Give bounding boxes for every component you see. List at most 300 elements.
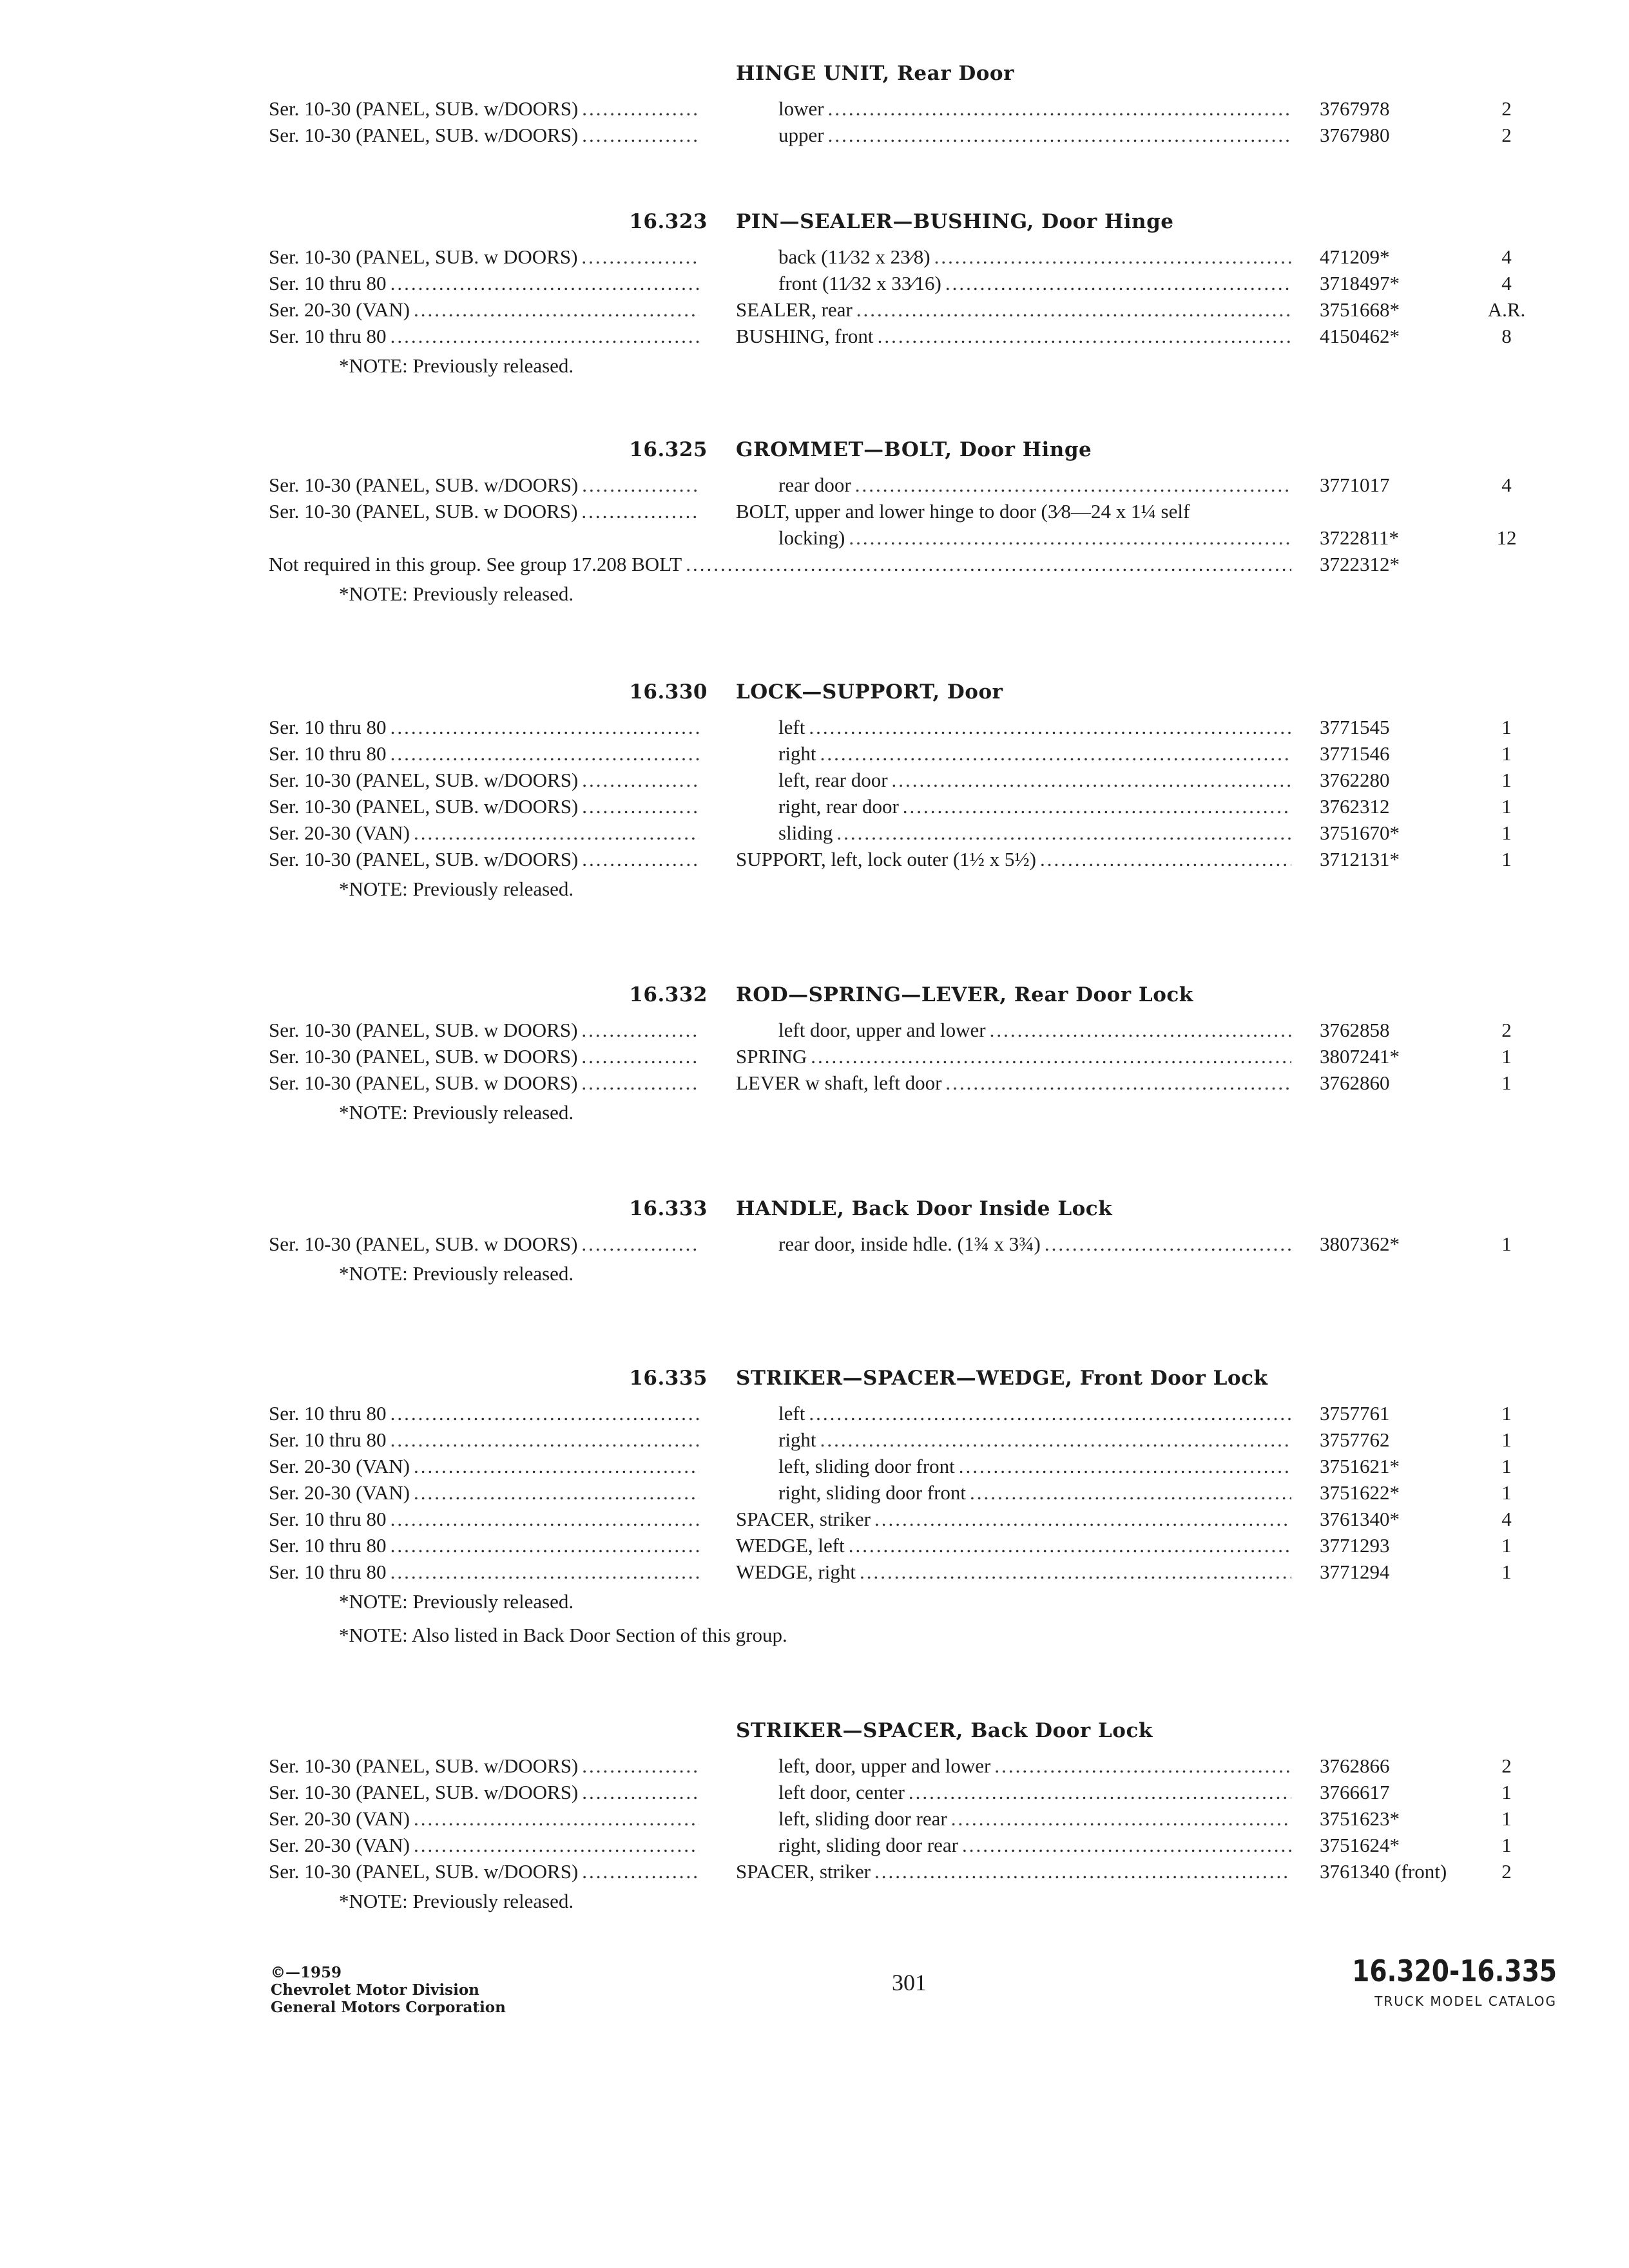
description-cell bbox=[778, 820, 1291, 846]
dot-leader bbox=[828, 95, 1291, 122]
section-number: 16.333 bbox=[629, 1197, 708, 1220]
dot-leader bbox=[582, 1753, 699, 1779]
dot-leader bbox=[903, 793, 1291, 820]
dot-leader bbox=[945, 1070, 1291, 1096]
description-text: right, sliding door rear bbox=[778, 1834, 958, 1856]
part-row bbox=[0, 296, 1629, 323]
section-number: 16.323 bbox=[629, 210, 708, 233]
part-row bbox=[0, 740, 1629, 767]
part-row bbox=[0, 1532, 1629, 1559]
quantity: 1 bbox=[1501, 742, 1512, 765]
description-text: rear door bbox=[778, 474, 851, 496]
description-cell bbox=[778, 1453, 1291, 1479]
series-cell bbox=[269, 1017, 699, 1043]
dot-leader bbox=[962, 1832, 1291, 1858]
part-row bbox=[0, 270, 1629, 296]
series-cell bbox=[269, 1559, 699, 1585]
part-number: 3771294 bbox=[1320, 1561, 1390, 1583]
dot-leader bbox=[581, 1017, 699, 1043]
quantity: 1 bbox=[1501, 1781, 1512, 1803]
series-cell bbox=[269, 323, 699, 349]
part-row bbox=[0, 846, 1629, 872]
section-heading bbox=[0, 205, 1629, 244]
description-cell bbox=[736, 323, 1291, 349]
series-cell bbox=[269, 714, 699, 740]
dot-leader bbox=[414, 1453, 699, 1479]
catalog-label: TRUCK MODEL CATALOG bbox=[1374, 1994, 1557, 2009]
series-text: Ser. 10 thru 80 bbox=[269, 1428, 387, 1451]
description-text: left bbox=[778, 716, 805, 738]
quantity: 2 bbox=[1501, 1860, 1512, 1883]
part-number: 3751668* bbox=[1320, 298, 1400, 321]
section-number: 16.330 bbox=[629, 680, 708, 704]
section-number: 16.332 bbox=[629, 983, 708, 1006]
quantity: 1 bbox=[1501, 716, 1512, 738]
series-text: Ser. 10-30 (PANEL, SUB. w/DOORS) bbox=[269, 124, 579, 146]
dot-leader bbox=[582, 472, 699, 498]
section-note: *NOTE: Previously released. bbox=[339, 1890, 574, 1912]
description-text: right, sliding door front bbox=[778, 1481, 967, 1504]
series-cell bbox=[269, 296, 699, 323]
series-cell bbox=[269, 1479, 699, 1506]
part-row bbox=[0, 793, 1629, 820]
quantity: 1 bbox=[1501, 1072, 1512, 1094]
series-text: Ser. 20-30 (VAN) bbox=[269, 1455, 410, 1477]
dot-leader bbox=[849, 524, 1291, 551]
quantity: A.R. bbox=[1487, 298, 1526, 321]
description-text: back (11⁄32 x 23⁄8) bbox=[778, 245, 930, 268]
quantity: 1 bbox=[1501, 1455, 1512, 1477]
dot-leader bbox=[820, 740, 1291, 767]
dot-leader bbox=[959, 1453, 1291, 1479]
series-text: Ser. 10-30 (PANEL, SUB. w/DOORS) bbox=[269, 474, 579, 496]
section-note: *NOTE: Previously released. bbox=[339, 1101, 574, 1124]
dot-leader bbox=[582, 846, 699, 872]
dot-leader bbox=[820, 1427, 1291, 1453]
part-number: 3722811* bbox=[1320, 526, 1399, 549]
series-cell bbox=[269, 767, 699, 793]
description-cell bbox=[736, 1043, 1291, 1070]
part-row bbox=[0, 244, 1629, 270]
series-cell bbox=[269, 1532, 699, 1559]
dot-leader bbox=[994, 1753, 1291, 1779]
description-text: left, sliding door front bbox=[778, 1455, 955, 1477]
dot-leader bbox=[582, 767, 699, 793]
description-text: right, rear door bbox=[778, 795, 899, 818]
dot-leader bbox=[990, 1017, 1291, 1043]
description-text: left door, upper and lower bbox=[778, 1019, 986, 1041]
dot-leader bbox=[809, 714, 1291, 740]
part-row bbox=[0, 1559, 1629, 1585]
series-text: Ser. 10-30 (PANEL, SUB. w DOORS) bbox=[269, 500, 578, 523]
dot-leader bbox=[582, 95, 699, 122]
dot-leader bbox=[856, 296, 1291, 323]
part-number: 3751622* bbox=[1320, 1481, 1400, 1504]
series-text: Ser. 20-30 (VAN) bbox=[269, 1834, 410, 1856]
section-note: *NOTE: Previously released. bbox=[339, 1590, 574, 1613]
dot-leader bbox=[874, 1858, 1291, 1885]
part-row bbox=[0, 1017, 1629, 1043]
series-text: Ser. 20-30 (VAN) bbox=[269, 1481, 410, 1504]
series-text: Ser. 20-30 (VAN) bbox=[269, 822, 410, 844]
dot-leader bbox=[581, 1070, 699, 1096]
part-number: 3761340 (front) bbox=[1320, 1860, 1447, 1883]
description-text: SPACER, striker bbox=[736, 1508, 871, 1530]
section-title: GROMMET—BOLT, Door Hinge bbox=[736, 438, 1092, 461]
part-number: 3718497* bbox=[1320, 272, 1400, 294]
dot-leader bbox=[390, 270, 699, 296]
section-number: 16.325 bbox=[629, 438, 708, 461]
dot-leader bbox=[390, 1427, 699, 1453]
series-cell bbox=[269, 793, 699, 820]
part-number: 3771545 bbox=[1320, 716, 1390, 738]
part-row bbox=[0, 767, 1629, 793]
series-text: Ser. 10-30 (PANEL, SUB. w DOORS) bbox=[269, 1019, 578, 1041]
part-row bbox=[0, 1453, 1629, 1479]
dot-leader bbox=[1045, 1231, 1291, 1257]
series-cell bbox=[269, 1832, 699, 1858]
part-number: 3751624* bbox=[1320, 1834, 1400, 1856]
section-title: LOCK—SUPPORT, Door bbox=[736, 680, 1003, 704]
description-cell bbox=[736, 846, 1291, 872]
series-cell bbox=[269, 551, 1291, 577]
part-row bbox=[0, 472, 1629, 498]
quantity: 1 bbox=[1501, 822, 1512, 844]
section-number: 16.335 bbox=[629, 1367, 708, 1390]
dot-leader bbox=[390, 1559, 699, 1585]
quantity: 4 bbox=[1501, 1508, 1512, 1530]
description-text: WEDGE, left bbox=[736, 1534, 845, 1557]
part-row bbox=[0, 1231, 1629, 1257]
series-text: Ser. 10-30 (PANEL, SUB. w/DOORS) bbox=[269, 97, 579, 120]
part-number: 3762860 bbox=[1320, 1072, 1390, 1094]
quantity: 2 bbox=[1501, 124, 1512, 146]
series-text: Ser. 10-30 (PANEL, SUB. w/DOORS) bbox=[269, 1781, 579, 1803]
parts-section bbox=[0, 675, 1629, 906]
section-note: *NOTE: Previously released. bbox=[339, 354, 574, 377]
quantity: 1 bbox=[1501, 1402, 1512, 1425]
series-cell bbox=[269, 1400, 699, 1427]
description-cell bbox=[736, 1070, 1291, 1096]
description-cell bbox=[778, 472, 1291, 498]
part-row bbox=[0, 1858, 1629, 1885]
description-cell bbox=[778, 270, 1291, 296]
catalog-range: 16.320-16.335 bbox=[1352, 1954, 1557, 1988]
dot-leader bbox=[414, 296, 699, 323]
page-number: 301 bbox=[892, 1970, 927, 1995]
description-text: BOLT, upper and lower hinge to door (3⁄8—24 x 1¼ self bbox=[736, 500, 1190, 523]
part-number: 3771546 bbox=[1320, 742, 1390, 765]
quantity: 1 bbox=[1501, 795, 1512, 818]
part-number: 3766617 bbox=[1320, 1781, 1390, 1803]
description-text: SPRING bbox=[736, 1045, 807, 1068]
section-title: STRIKER—SPACER—WEDGE, Front Door Lock bbox=[736, 1367, 1268, 1390]
series-cell bbox=[269, 1779, 699, 1805]
description-cell bbox=[778, 1753, 1291, 1779]
description-text: lower bbox=[778, 97, 824, 120]
series-text: Ser. 10-30 (PANEL, SUB. w DOORS) bbox=[269, 245, 578, 268]
description-cell bbox=[736, 1532, 1291, 1559]
part-number: 3762858 bbox=[1320, 1019, 1390, 1041]
part-number: 3757762 bbox=[1320, 1428, 1390, 1451]
quantity: 1 bbox=[1501, 1834, 1512, 1856]
dot-leader bbox=[414, 1805, 699, 1832]
series-cell bbox=[269, 1043, 699, 1070]
series-cell bbox=[269, 1070, 699, 1096]
series-text: Ser. 10 thru 80 bbox=[269, 1561, 387, 1583]
series-cell bbox=[269, 740, 699, 767]
parts-section bbox=[0, 1192, 1629, 1291]
dot-leader bbox=[581, 498, 699, 524]
parts-section bbox=[0, 433, 1629, 611]
dot-leader bbox=[581, 244, 699, 270]
description-text: left door, center bbox=[778, 1781, 905, 1803]
part-number: 3807362* bbox=[1320, 1233, 1400, 1255]
description-cell bbox=[736, 296, 1291, 323]
description-cell bbox=[778, 1427, 1291, 1453]
dot-leader bbox=[581, 1043, 699, 1070]
quantity: 4 bbox=[1501, 245, 1512, 268]
part-number: 471209* bbox=[1320, 245, 1390, 268]
dot-leader bbox=[390, 740, 699, 767]
series-text: Ser. 10-30 (PANEL, SUB. w/DOORS) bbox=[269, 848, 579, 870]
dot-leader bbox=[811, 1043, 1291, 1070]
series-cell bbox=[269, 122, 699, 148]
description-text: upper bbox=[778, 124, 824, 146]
series-text: Ser. 20-30 (VAN) bbox=[269, 298, 410, 321]
description-text: sliding bbox=[778, 822, 833, 844]
series-text: Not required in this group. See group 17.208 BOLT bbox=[269, 553, 682, 575]
corporation-name: General Motors Corporation bbox=[271, 1999, 506, 2016]
section-title: STRIKER—SPACER, Back Door Lock bbox=[736, 1719, 1153, 1742]
description-text: left bbox=[778, 1402, 805, 1425]
part-row bbox=[0, 498, 1629, 524]
section-heading bbox=[0, 978, 1629, 1017]
description-cell bbox=[778, 1400, 1291, 1427]
dot-leader bbox=[1040, 846, 1291, 872]
section-heading bbox=[0, 1361, 1629, 1400]
quantity: 2 bbox=[1501, 97, 1512, 120]
part-number: 3761340* bbox=[1320, 1508, 1400, 1530]
series-cell bbox=[269, 1231, 699, 1257]
description-text: right bbox=[778, 742, 816, 765]
series-cell bbox=[269, 846, 699, 872]
quantity: 2 bbox=[1501, 1019, 1512, 1041]
part-number: 3751670* bbox=[1320, 822, 1400, 844]
part-row bbox=[0, 1070, 1629, 1096]
section-heading bbox=[0, 675, 1629, 714]
part-row bbox=[0, 1506, 1629, 1532]
dot-leader bbox=[809, 1400, 1291, 1427]
part-row bbox=[0, 1400, 1629, 1427]
description-text: SPACER, striker bbox=[736, 1860, 871, 1883]
series-text: Ser. 10 thru 80 bbox=[269, 272, 387, 294]
quantity: 1 bbox=[1501, 769, 1512, 791]
section-note: *NOTE: Also listed in Back Door Section of this group. bbox=[339, 1624, 787, 1646]
series-text: Ser. 10 thru 80 bbox=[269, 716, 387, 738]
quantity: 1 bbox=[1501, 1534, 1512, 1557]
description-cell bbox=[778, 524, 1291, 551]
part-row bbox=[0, 1043, 1629, 1070]
series-text: Ser. 10 thru 80 bbox=[269, 1508, 387, 1530]
series-cell bbox=[269, 1506, 699, 1532]
series-cell bbox=[269, 1427, 699, 1453]
part-row bbox=[0, 820, 1629, 846]
series-cell bbox=[269, 244, 699, 270]
part-number: 3807241* bbox=[1320, 1045, 1400, 1068]
section-heading bbox=[0, 1192, 1629, 1231]
part-number: 3722312* bbox=[1320, 553, 1400, 575]
description-text: right bbox=[778, 1428, 816, 1451]
series-text: Ser. 10 thru 80 bbox=[269, 1402, 387, 1425]
description-text: left, door, upper and lower bbox=[778, 1754, 991, 1777]
description-text: left, sliding door rear bbox=[778, 1807, 947, 1830]
dot-leader bbox=[390, 1400, 699, 1427]
description-text: BUSHING, front bbox=[736, 325, 874, 347]
dot-leader bbox=[909, 1779, 1291, 1805]
dot-leader bbox=[390, 1532, 699, 1559]
description-text: SEALER, rear bbox=[736, 298, 853, 321]
series-text: Ser. 10-30 (PANEL, SUB. w/DOORS) bbox=[269, 1754, 579, 1777]
description-text: WEDGE, right bbox=[736, 1561, 856, 1583]
part-row bbox=[0, 95, 1629, 122]
series-cell bbox=[269, 1805, 699, 1832]
part-row bbox=[0, 1779, 1629, 1805]
dot-leader bbox=[849, 1532, 1291, 1559]
series-text: Ser. 10 thru 80 bbox=[269, 1534, 387, 1557]
part-row bbox=[0, 122, 1629, 148]
copyright: ©—1959 bbox=[271, 1964, 342, 1981]
series-cell bbox=[269, 95, 699, 122]
description-cell bbox=[778, 740, 1291, 767]
series-text: Ser. 10-30 (PANEL, SUB. w/DOORS) bbox=[269, 795, 579, 818]
series-text: Ser. 10-30 (PANEL, SUB. w DOORS) bbox=[269, 1072, 578, 1094]
description-cell bbox=[736, 1858, 1291, 1885]
section-title: HANDLE, Back Door Inside Lock bbox=[736, 1197, 1113, 1220]
description-cell bbox=[778, 793, 1291, 820]
part-row bbox=[0, 1753, 1629, 1779]
series-text: Ser. 10 thru 80 bbox=[269, 325, 387, 347]
series-cell bbox=[269, 472, 699, 498]
parts-section bbox=[0, 57, 1629, 148]
part-row bbox=[0, 1479, 1629, 1506]
description-cell bbox=[778, 122, 1291, 148]
description-text: locking) bbox=[778, 526, 845, 549]
dot-leader bbox=[945, 270, 1291, 296]
part-number: 3757761 bbox=[1320, 1402, 1390, 1425]
quantity: 1 bbox=[1501, 1481, 1512, 1504]
dot-leader bbox=[390, 323, 699, 349]
part-number: 3762866 bbox=[1320, 1754, 1390, 1777]
dot-leader bbox=[855, 472, 1291, 498]
dot-leader bbox=[582, 122, 699, 148]
description-text: SUPPORT, left, lock outer (1½ x 5½) bbox=[736, 848, 1036, 870]
part-number: 3762312 bbox=[1320, 795, 1390, 818]
series-text: Ser. 10-30 (PANEL, SUB. w/DOORS) bbox=[269, 1860, 579, 1883]
series-cell bbox=[269, 1858, 699, 1885]
division-name: Chevrolet Motor Division bbox=[271, 1981, 479, 1999]
section-note: *NOTE: Previously released. bbox=[339, 582, 574, 605]
description-cell bbox=[736, 498, 1291, 524]
dot-leader bbox=[414, 820, 699, 846]
series-text: Ser. 10-30 (PANEL, SUB. w DOORS) bbox=[269, 1045, 578, 1068]
section-heading bbox=[0, 1714, 1629, 1753]
description-cell bbox=[778, 714, 1291, 740]
dot-leader bbox=[390, 1506, 699, 1532]
quantity: 12 bbox=[1496, 526, 1517, 549]
parts-section bbox=[0, 1714, 1629, 1918]
dot-leader bbox=[892, 767, 1291, 793]
part-row bbox=[0, 1805, 1629, 1832]
description-text: left, rear door bbox=[778, 769, 888, 791]
quantity: 1 bbox=[1501, 1233, 1512, 1255]
dot-leader bbox=[582, 1779, 699, 1805]
description-text: front (11⁄32 x 33⁄16) bbox=[778, 272, 941, 294]
section-title: PIN—SEALER—BUSHING, Door Hinge bbox=[736, 210, 1174, 233]
part-number: 3712131* bbox=[1320, 848, 1400, 870]
part-row bbox=[0, 1427, 1629, 1453]
dot-leader bbox=[414, 1832, 699, 1858]
series-cell bbox=[269, 820, 699, 846]
dot-leader bbox=[390, 714, 699, 740]
dot-leader bbox=[582, 1858, 699, 1885]
dot-leader bbox=[934, 244, 1291, 270]
dot-leader bbox=[874, 1506, 1291, 1532]
series-cell bbox=[269, 1753, 699, 1779]
section-heading bbox=[0, 433, 1629, 472]
series-text: Ser. 10 thru 80 bbox=[269, 742, 387, 765]
part-number: 3771017 bbox=[1320, 474, 1390, 496]
description-cell bbox=[778, 1479, 1291, 1506]
series-cell bbox=[269, 270, 699, 296]
dot-leader bbox=[414, 1479, 699, 1506]
part-row bbox=[0, 323, 1629, 349]
dot-leader bbox=[836, 820, 1291, 846]
quantity: 2 bbox=[1501, 1754, 1512, 1777]
series-text: Ser. 10-30 (PANEL, SUB. w DOORS) bbox=[269, 1233, 578, 1255]
section-note: *NOTE: Previously released. bbox=[339, 878, 574, 900]
dot-leader bbox=[582, 793, 699, 820]
part-number: 3751623* bbox=[1320, 1807, 1400, 1830]
section-note: *NOTE: Previously released. bbox=[339, 1262, 574, 1285]
description-cell bbox=[778, 95, 1291, 122]
part-number: 3751621* bbox=[1320, 1455, 1400, 1477]
quantity: 1 bbox=[1501, 1561, 1512, 1583]
quantity: 1 bbox=[1501, 1428, 1512, 1451]
description-cell bbox=[778, 1231, 1291, 1257]
dot-leader bbox=[951, 1805, 1291, 1832]
part-row bbox=[0, 524, 1629, 551]
description-text: LEVER w shaft, left door bbox=[736, 1072, 942, 1094]
parts-section bbox=[0, 978, 1629, 1129]
part-number: 3767978 bbox=[1320, 97, 1390, 120]
section-heading bbox=[0, 57, 1629, 95]
quantity: 1 bbox=[1501, 1807, 1512, 1830]
part-row bbox=[0, 714, 1629, 740]
description-cell bbox=[778, 1779, 1291, 1805]
description-cell bbox=[778, 767, 1291, 793]
dot-leader bbox=[828, 122, 1291, 148]
dot-leader bbox=[581, 1231, 699, 1257]
part-row bbox=[0, 551, 1629, 577]
part-number: 4150462* bbox=[1320, 325, 1400, 347]
parts-section bbox=[0, 1361, 1629, 1652]
description-cell bbox=[778, 1017, 1291, 1043]
part-number: 3762280 bbox=[1320, 769, 1390, 791]
quantity: 1 bbox=[1501, 848, 1512, 870]
dot-leader bbox=[878, 323, 1291, 349]
publisher-block bbox=[271, 1964, 506, 2016]
